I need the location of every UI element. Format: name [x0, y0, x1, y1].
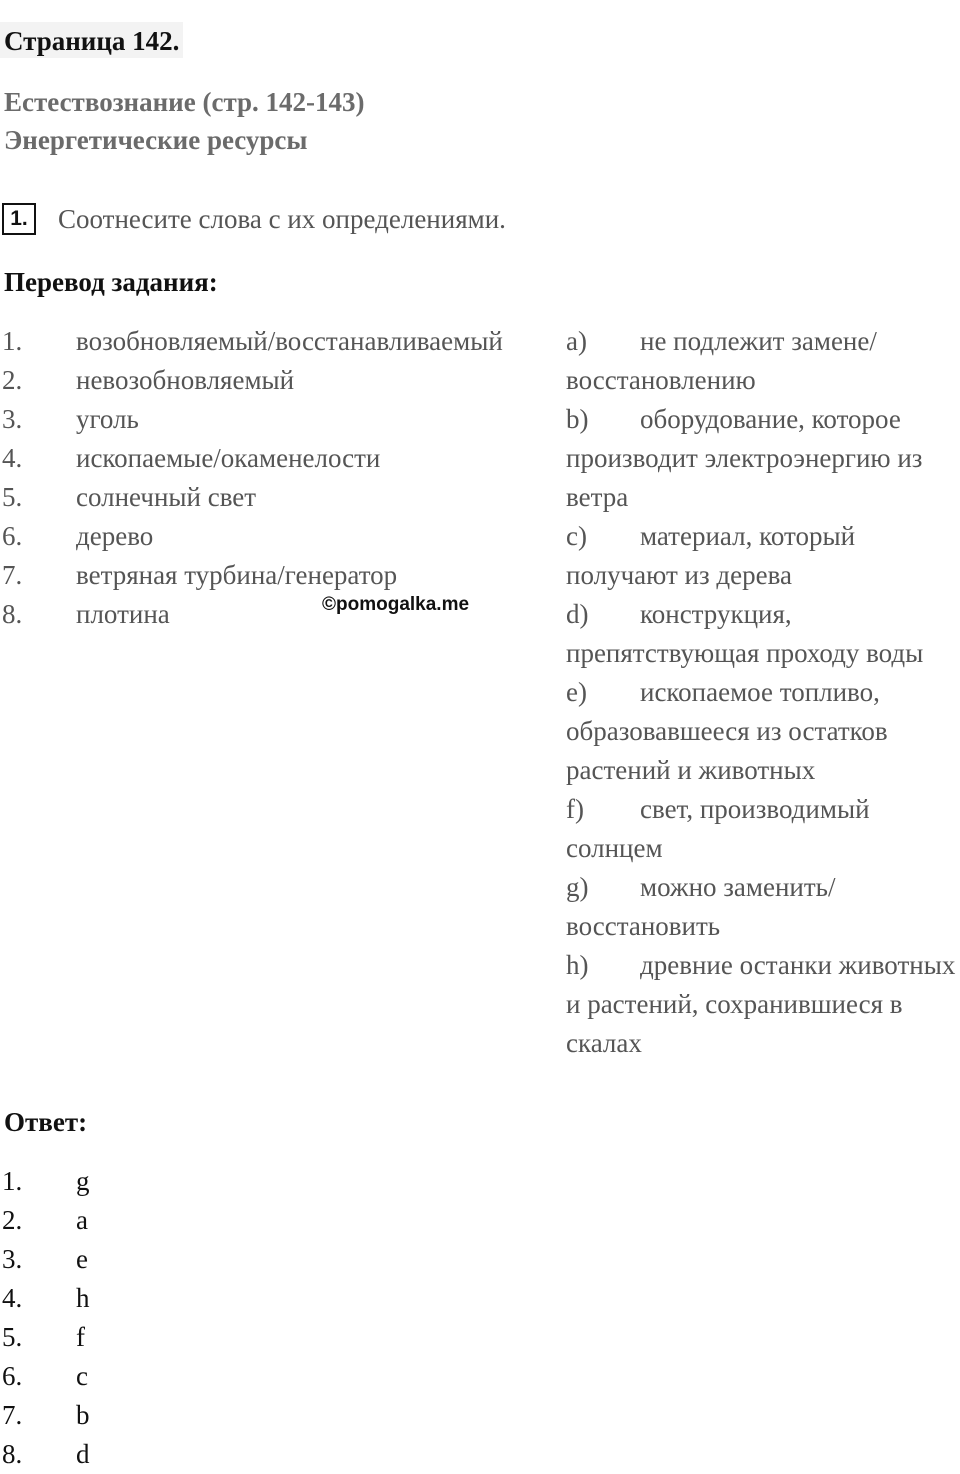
item-word: плотина [76, 599, 170, 629]
definition-letter: h) [566, 950, 589, 980]
item-number: 8. [2, 599, 23, 629]
answer-item [2, 1201, 302, 1240]
answer-item [2, 1240, 302, 1279]
answer-item [2, 1279, 302, 1318]
item-word: солнечный свет [76, 482, 257, 512]
item-number: 2. [2, 365, 23, 395]
definition-item [566, 790, 960, 868]
page-title: Страница 142. [0, 22, 183, 58]
list-item [2, 595, 552, 634]
definition-text: ископаемое топливо, образовавшееся из остатков растений и животных [566, 677, 888, 785]
answer-item [2, 1396, 302, 1435]
answer-value: a [76, 1205, 88, 1235]
definition-text: не подлежит замене/восстановлению [566, 326, 877, 395]
answers-list [2, 1162, 302, 1474]
definition-item [566, 322, 960, 400]
list-item [2, 361, 552, 400]
definition-text: конструкция, препятствующая проходу воды [566, 599, 924, 668]
list-item [2, 478, 552, 517]
definitions-list [566, 322, 960, 1063]
translation-heading: Перевод задания: [4, 267, 218, 297]
definition-text: материал, который получают из дерева [566, 521, 856, 590]
item-number: 7. [2, 560, 23, 590]
item-number: 1. [2, 326, 23, 356]
item-number: 4. [2, 443, 23, 473]
answer-heading: Ответ: [4, 1107, 88, 1137]
item-word: невозобновляемый [76, 365, 295, 395]
answer-number: 1. [2, 1166, 23, 1196]
answer-item [2, 1162, 302, 1201]
definition-letter: f) [566, 794, 584, 824]
words-list [2, 322, 552, 634]
list-item [2, 322, 552, 361]
definition-letter: g) [566, 872, 589, 902]
definition-item [566, 868, 960, 946]
item-number: 5. [2, 482, 23, 512]
answer-value: e [76, 1244, 88, 1274]
answer-value: c [76, 1361, 88, 1391]
list-item [2, 556, 552, 595]
definition-text: можно заменить/восстановить [566, 872, 836, 941]
definition-letter: e) [566, 677, 587, 707]
definition-text: свет, производимый солнцем [566, 794, 870, 863]
item-number: 3. [2, 404, 23, 434]
task-line [2, 200, 506, 238]
answer-item [2, 1435, 302, 1474]
definition-item [566, 517, 960, 595]
definition-letter: a) [566, 326, 587, 356]
list-item [2, 517, 552, 556]
answer-value: h [76, 1283, 90, 1313]
subject-block [4, 83, 365, 159]
item-word: возобновляемый/восстанавливаемый [76, 326, 503, 356]
answer-number: 7. [2, 1400, 23, 1430]
answer-number: 3. [2, 1244, 23, 1274]
task-instruction: Соотнесите слова с их определениями. [58, 203, 506, 234]
definition-item [566, 946, 960, 1063]
answer-number: 2. [2, 1205, 23, 1235]
definition-letter: c) [566, 521, 587, 551]
answer-item [2, 1318, 302, 1357]
answer-number: 8. [2, 1439, 23, 1469]
item-word: ветряная турбина/генератор [76, 560, 398, 590]
list-item [2, 400, 552, 439]
definition-text: древние останки животных и растений, сохранившиеся в скалах [566, 950, 956, 1058]
item-word: ископаемые/окаменелости [76, 443, 381, 473]
answer-number: 6. [2, 1361, 23, 1391]
definition-item [566, 595, 960, 673]
topic-line: Энергетические ресурсы [4, 125, 308, 155]
watermark: ©pomogalka.me [322, 594, 470, 615]
task-number-badge: 1. [2, 203, 36, 235]
definition-letter: b) [566, 404, 589, 434]
answer-value: g [76, 1166, 90, 1196]
definition-letter: d) [566, 599, 589, 629]
answer-value: d [76, 1439, 90, 1469]
item-word: уголь [76, 404, 139, 434]
definition-item [566, 400, 960, 517]
answer-item [2, 1357, 302, 1396]
answer-number: 4. [2, 1283, 23, 1313]
answer-value: b [76, 1400, 90, 1430]
subject-line: Естествознание (стр. 142-143) [4, 87, 365, 117]
answer-value: f [76, 1322, 85, 1352]
list-item [2, 439, 552, 478]
item-number: 6. [2, 521, 23, 551]
definition-item [566, 673, 960, 790]
definition-text: оборудование, которое производит электроэнергию из ветра [566, 404, 923, 512]
item-word: дерево [76, 521, 154, 551]
answer-number: 5. [2, 1322, 23, 1352]
